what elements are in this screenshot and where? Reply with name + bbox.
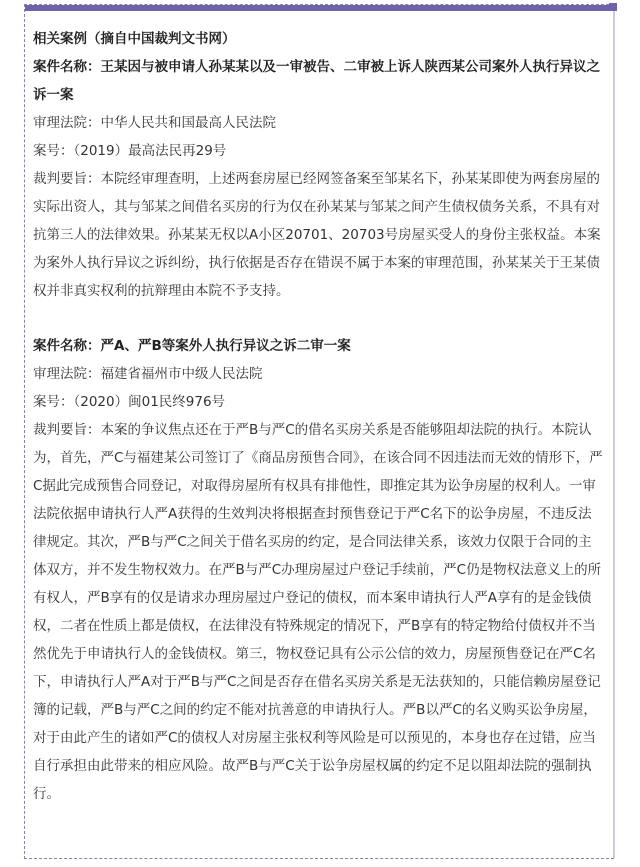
case-number (33, 388, 603, 416)
article-frame (24, 4, 614, 859)
case-name-label: 案件名称： (33, 338, 101, 354)
case-title (33, 53, 603, 109)
case-court (33, 360, 603, 388)
case-name-label: 案件名称： (33, 59, 101, 75)
case-name: 王某因与被申请人孙某某以及一审被告、二审被上诉人陕西某公司案外人执行异议之诉一案 (33, 59, 600, 103)
summary-label: 裁判要旨： (33, 171, 101, 187)
case-no-label: 案号： (33, 394, 74, 410)
case-no-label: 案号： (33, 143, 74, 159)
case-summary (33, 416, 603, 808)
summary-label: 裁判要旨： (33, 422, 101, 438)
summary-text: 本院经审理查明，上述两套房屋已经网签备案至邹某名下，孙某某即使为两套房屋的实际出资人，其与邹某之间借名买房的行为仅在孙某某与邹某之间产生债权债务关系，不具有对抗第三人的法律效果。孙某某无权以A小区20701、20703号房屋买受人的身份主张权益。本案为案外人执行异议之诉纠纷，执行依据是否存在错误不属于本案的审理范围，孙某某关于王某债权并非真实权利的抗辩理由本院不予支持。 (33, 171, 601, 299)
case-name: 严A、严B等案外人执行异议之诉二审一案 (100, 338, 351, 354)
case-no-value: （2019）最高法民再29号 (73, 143, 227, 159)
court-label: 审理法院： (33, 115, 101, 131)
case-number (33, 137, 603, 165)
case-court (33, 109, 603, 137)
case-block-2 (33, 332, 603, 808)
case-title (33, 332, 603, 360)
frame-corner-mark (609, 3, 617, 11)
section-heading: 相关案例（摘自中国裁判文书网） (33, 31, 236, 47)
spacer (33, 305, 603, 332)
court-value: 中华人民共和国最高人民法院 (100, 115, 276, 131)
frame-top-bar (25, 5, 613, 11)
case-no-value: （2020）闽01民终976号 (73, 394, 226, 410)
court-value: 福建省福州市中级人民法院 (100, 366, 263, 382)
article-content (33, 25, 603, 808)
summary-text: 本案的争议焦点还在于严B与严C的借名买房关系是否能够阻却法院的执行。本院认为，首先，严C与福建某公司签订了《商品房预售合同》，在该合同不因违法而无效的情形下，严C据此完成预售合同登记，对取得房屋所有权具有排他性，即推定其为讼争房屋的权利人。一审法院依据申请执行人严A获得的生效判决将根据查封预售登记于严C名下的讼争房屋，不违反法律规定。其次，严B与严C之间关于借名买房的约定，是合同法律关系，该效力仅限于合同的主体双方，并不发生物权效力。在严B与严C办理房屋过户登记手续前，严C仍是物权法意义上的所有权人，严B享有的仅是请求办理房屋过户登记的债权，而本案申请执行人严A享有的是金钱债权，二者在性质上都是债权，在法律没有特殊规定的情况下，严B享有的特定物给付债权并不当然优先于申请执行人的金钱债权。第三，物权登记具有公示公信的效力，房屋预售登记在严C名下，申请执行人严A对于严B与严C之间是否存在借名买房关系是无法获知的，只能信赖房屋登记簿的记载，严B与严C之间的约定不能对抗善意的申请执行人。严B以严C的名义购买讼争房屋，对于由此产生的诸如严C的债权人对房屋主张权利等风险是可以预见的，本身也存在过错，应当自行承担由此带来的相应风险。故严B与严C关于讼争房屋权属的约定不足以阻却法院的强制执行。 (33, 422, 603, 802)
court-label: 审理法院： (33, 366, 101, 382)
frame-right-rule (613, 11, 615, 858)
case-block-1 (33, 53, 603, 305)
case-summary (33, 165, 603, 305)
